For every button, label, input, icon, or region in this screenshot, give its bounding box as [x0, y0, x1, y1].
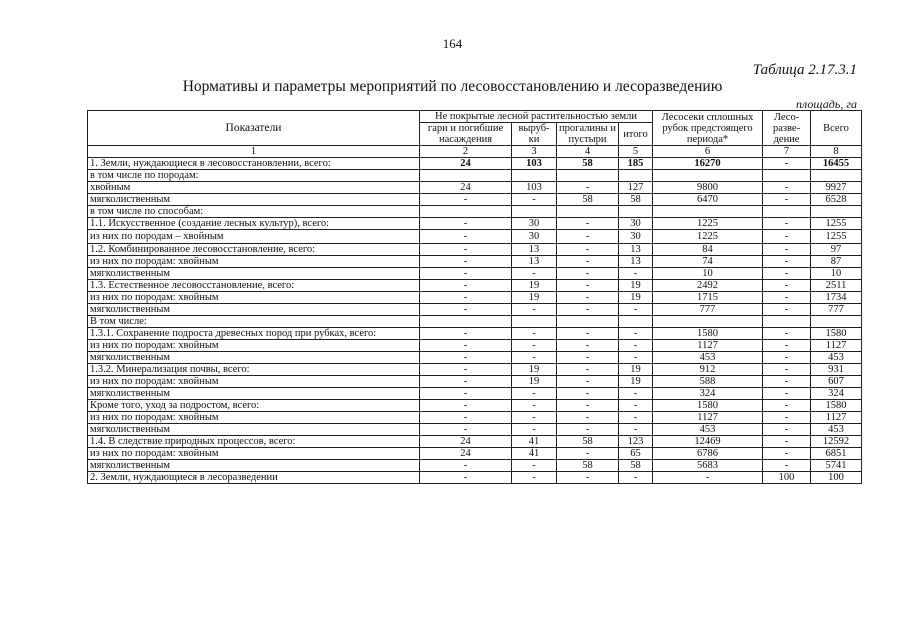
- cell-value: 6786: [653, 448, 763, 460]
- cell-value: 19: [512, 280, 557, 292]
- cell-value: [811, 170, 862, 182]
- cell-value: -: [557, 218, 619, 230]
- row-label: мягколиственным: [88, 304, 420, 316]
- cell-value: -: [763, 304, 811, 316]
- cell-value: 1127: [653, 340, 763, 352]
- row-label: из них по породам: хвойным: [88, 292, 420, 304]
- cell-value: 9800: [653, 182, 763, 194]
- cell-value: 123: [619, 436, 653, 448]
- cell-value: -: [763, 424, 811, 436]
- cell-value: -: [420, 304, 512, 316]
- cell-value: -: [557, 328, 619, 340]
- row-label: из них по породам: хвойным: [88, 412, 420, 424]
- cell-value: -: [420, 230, 512, 244]
- cell-value: 1127: [653, 412, 763, 424]
- header-total: Всего: [811, 111, 862, 146]
- cell-value: 324: [653, 388, 763, 400]
- table-row: [88, 460, 862, 472]
- cell-value: -: [763, 182, 811, 194]
- cell-value: -: [763, 412, 811, 424]
- cell-value: -: [763, 268, 811, 280]
- cell-value: -: [512, 424, 557, 436]
- table-row: [88, 218, 862, 230]
- cell-value: 13: [619, 256, 653, 268]
- row-label: 1.3.2. Минерализация почвы, всего:: [88, 364, 420, 376]
- cell-value: 6470: [653, 194, 763, 206]
- cell-value: -: [512, 472, 557, 484]
- cell-value: [811, 206, 862, 218]
- cell-value: 1225: [653, 230, 763, 244]
- row-label: из них по породам: хвойным: [88, 256, 420, 268]
- cell-value: -: [763, 352, 811, 364]
- table-row: [88, 304, 862, 316]
- unit-label: площадь, га: [796, 97, 857, 111]
- cell-value: -: [557, 376, 619, 388]
- cell-value: 84: [653, 244, 763, 256]
- cell-value: [619, 206, 653, 218]
- cell-value: [512, 170, 557, 182]
- cell-value: -: [619, 352, 653, 364]
- cell-value: [811, 316, 862, 328]
- header-clearcut: Лесосеки сплошных рубок предстоящего периода*: [653, 111, 763, 146]
- row-label: 2. Земли, нуждающиеся в лесоразведении: [88, 472, 420, 484]
- cell-value: -: [557, 340, 619, 352]
- cell-value: -: [557, 400, 619, 412]
- cell-value: -: [763, 218, 811, 230]
- cell-value: -: [420, 376, 512, 388]
- cell-value: 19: [619, 280, 653, 292]
- table-body: [88, 158, 862, 484]
- table-row: [88, 364, 862, 376]
- header-indicators: Показатели: [88, 111, 420, 146]
- cell-value: -: [557, 364, 619, 376]
- cell-value: -: [420, 352, 512, 364]
- cell-value: -: [420, 328, 512, 340]
- row-label: Кроме того, уход за подростом, всего:: [88, 400, 420, 412]
- cell-value: 1225: [653, 218, 763, 230]
- cell-value: -: [420, 412, 512, 424]
- cell-value: -: [763, 340, 811, 352]
- cell-value: -: [420, 400, 512, 412]
- cell-value: -: [420, 244, 512, 256]
- column-number: 6: [653, 146, 763, 158]
- row-label: мягколиственным: [88, 460, 420, 472]
- column-number: 8: [811, 146, 862, 158]
- header-total-sub: итого: [619, 123, 653, 146]
- cell-value: 324: [811, 388, 862, 400]
- cell-value: -: [763, 436, 811, 448]
- header-not-covered: Не покрытые лесной растительностью земли: [420, 111, 653, 123]
- cell-value: 12469: [653, 436, 763, 448]
- row-label: 1.3. Естественное лесовосстановление, всего:: [88, 280, 420, 292]
- cell-value: 74: [653, 256, 763, 268]
- norms-table: [87, 110, 862, 484]
- cell-value: 19: [512, 376, 557, 388]
- cell-value: [420, 316, 512, 328]
- row-label: мягколиственным: [88, 194, 420, 206]
- cell-value: 5683: [653, 460, 763, 472]
- cell-value: -: [619, 304, 653, 316]
- cell-value: -: [619, 340, 653, 352]
- cell-value: -: [557, 388, 619, 400]
- cell-value: [619, 316, 653, 328]
- cell-value: -: [420, 256, 512, 268]
- page-number: 164: [442, 36, 463, 51]
- cell-value: [653, 170, 763, 182]
- cell-value: 607: [811, 376, 862, 388]
- cell-value: -: [420, 472, 512, 484]
- cell-value: 103: [512, 158, 557, 170]
- cell-value: -: [512, 340, 557, 352]
- table-row: [88, 256, 862, 268]
- cell-value: [557, 170, 619, 182]
- row-label: мягколиственным: [88, 352, 420, 364]
- cell-value: -: [619, 472, 653, 484]
- cell-value: 453: [653, 424, 763, 436]
- cell-value: -: [557, 230, 619, 244]
- cell-value: 30: [512, 230, 557, 244]
- header-cutting: выруб-ки: [512, 123, 557, 146]
- cell-value: [512, 316, 557, 328]
- cell-value: -: [763, 328, 811, 340]
- cell-value: -: [557, 412, 619, 424]
- table-row: [88, 158, 862, 170]
- row-label: из них по породам: хвойным: [88, 340, 420, 352]
- row-label: 1. Земли, нуждающиеся в лесовосстановлении, всего:: [88, 158, 420, 170]
- cell-value: 16455: [811, 158, 862, 170]
- cell-value: 58: [557, 436, 619, 448]
- cell-value: 19: [619, 364, 653, 376]
- cell-value: [763, 170, 811, 182]
- cell-value: 19: [512, 292, 557, 304]
- cell-value: -: [763, 158, 811, 170]
- cell-value: 1580: [811, 328, 862, 340]
- cell-value: 912: [653, 364, 763, 376]
- cell-value: 185: [619, 158, 653, 170]
- header-afforestation: Лесо-разве-дение: [763, 111, 811, 146]
- row-label: мягколиственным: [88, 268, 420, 280]
- cell-value: 1580: [653, 400, 763, 412]
- cell-value: -: [557, 424, 619, 436]
- column-number: 1: [88, 146, 420, 158]
- cell-value: 19: [512, 364, 557, 376]
- cell-value: 127: [619, 182, 653, 194]
- cell-value: [619, 170, 653, 182]
- row-label: хвойным: [88, 182, 420, 194]
- cell-value: 6528: [811, 194, 862, 206]
- table-row: [88, 292, 862, 304]
- cell-value: 777: [653, 304, 763, 316]
- row-label: в том числе по породам:: [88, 170, 420, 182]
- cell-value: 13: [512, 244, 557, 256]
- row-label: мягколиственным: [88, 388, 420, 400]
- cell-value: -: [557, 244, 619, 256]
- table-row: [88, 206, 862, 218]
- table-row: [88, 340, 862, 352]
- cell-value: -: [420, 424, 512, 436]
- row-label: в том числе по способам:: [88, 206, 420, 218]
- cell-value: -: [420, 460, 512, 472]
- cell-value: 6851: [811, 448, 862, 460]
- header-burned: гари и погибшие насаждения: [420, 123, 512, 146]
- cell-value: -: [557, 280, 619, 292]
- cell-value: -: [557, 304, 619, 316]
- cell-value: [557, 206, 619, 218]
- table-row: [88, 424, 862, 436]
- cell-value: 41: [512, 448, 557, 460]
- cell-value: -: [557, 352, 619, 364]
- cell-value: 58: [557, 460, 619, 472]
- table-label: Таблица 2.17.3.1: [752, 62, 857, 78]
- cell-value: -: [557, 292, 619, 304]
- cell-value: -: [619, 424, 653, 436]
- cell-value: 1734: [811, 292, 862, 304]
- document-title: Нормативы и параметры мероприятий по лесовосстановлению и лесоразведению: [182, 78, 723, 95]
- table-row: [88, 412, 862, 424]
- table-row: [88, 194, 862, 206]
- table-row: [88, 230, 862, 244]
- table-row: [88, 328, 862, 340]
- cell-value: 777: [811, 304, 862, 316]
- cell-value: -: [420, 292, 512, 304]
- cell-value: -: [653, 472, 763, 484]
- row-label: из них по породам: хвойным: [88, 376, 420, 388]
- cell-value: 58: [619, 194, 653, 206]
- cell-value: 931: [811, 364, 862, 376]
- row-label: из них по породам: хвойным: [88, 448, 420, 460]
- cell-value: -: [619, 388, 653, 400]
- cell-value: -: [763, 448, 811, 460]
- cell-value: 10: [811, 268, 862, 280]
- row-label: В том числе:: [88, 316, 420, 328]
- row-label: из них по породам – хвойным: [88, 230, 420, 244]
- cell-value: -: [420, 340, 512, 352]
- cell-value: [763, 206, 811, 218]
- cell-value: -: [420, 218, 512, 230]
- cell-value: 588: [653, 376, 763, 388]
- column-number: 5: [619, 146, 653, 158]
- cell-value: 87: [811, 256, 862, 268]
- cell-value: -: [763, 364, 811, 376]
- cell-value: -: [619, 328, 653, 340]
- cell-value: 453: [653, 352, 763, 364]
- cell-value: 16270: [653, 158, 763, 170]
- cell-value: -: [557, 256, 619, 268]
- cell-value: 1255: [811, 230, 862, 244]
- table-row: [88, 182, 862, 194]
- column-number: 2: [420, 146, 512, 158]
- table-row: [88, 400, 862, 412]
- cell-value: -: [512, 304, 557, 316]
- cell-value: 1127: [811, 340, 862, 352]
- table-row: [88, 268, 862, 280]
- cell-value: -: [512, 268, 557, 280]
- table-row: [88, 316, 862, 328]
- row-label: 1.3.1. Сохранение подроста древесных пород при рубках, всего:: [88, 328, 420, 340]
- cell-value: -: [557, 448, 619, 460]
- cell-value: 103: [512, 182, 557, 194]
- cell-value: -: [763, 292, 811, 304]
- table-row: [88, 472, 862, 484]
- cell-value: -: [763, 376, 811, 388]
- table-row: [88, 448, 862, 460]
- cell-value: 24: [420, 436, 512, 448]
- cell-value: -: [512, 460, 557, 472]
- row-label: 1.1. Искусственное (создание лесных культур), всего:: [88, 218, 420, 230]
- cell-value: 65: [619, 448, 653, 460]
- cell-value: 41: [512, 436, 557, 448]
- table-row: [88, 280, 862, 292]
- cell-value: 10: [653, 268, 763, 280]
- cell-value: -: [763, 244, 811, 256]
- cell-value: 30: [512, 218, 557, 230]
- cell-value: [653, 206, 763, 218]
- cell-value: 9927: [811, 182, 862, 194]
- cell-value: 1715: [653, 292, 763, 304]
- cell-value: -: [420, 268, 512, 280]
- cell-value: -: [763, 400, 811, 412]
- table-row: [88, 436, 862, 448]
- cell-value: -: [557, 268, 619, 280]
- cell-value: -: [619, 400, 653, 412]
- cell-value: 2511: [811, 280, 862, 292]
- cell-value: 13: [512, 256, 557, 268]
- table-row: [88, 170, 862, 182]
- cell-value: 453: [811, 424, 862, 436]
- cell-value: -: [512, 352, 557, 364]
- cell-value: 13: [619, 244, 653, 256]
- cell-value: 19: [619, 376, 653, 388]
- cell-value: -: [420, 388, 512, 400]
- cell-value: 100: [811, 472, 862, 484]
- cell-value: [557, 316, 619, 328]
- cell-value: 97: [811, 244, 862, 256]
- cell-value: -: [619, 268, 653, 280]
- cell-value: 30: [619, 218, 653, 230]
- row-label: 1.2. Комбинированное лесовосстановление, всего:: [88, 244, 420, 256]
- cell-value: -: [763, 230, 811, 244]
- cell-value: 30: [619, 230, 653, 244]
- cell-value: 58: [557, 158, 619, 170]
- row-label: 1.4. В следствие природных процессов, всего:: [88, 436, 420, 448]
- cell-value: -: [512, 412, 557, 424]
- cell-value: -: [512, 194, 557, 206]
- cell-value: 2492: [653, 280, 763, 292]
- table-row: [88, 352, 862, 364]
- cell-value: -: [763, 388, 811, 400]
- cell-value: -: [420, 194, 512, 206]
- cell-value: -: [420, 364, 512, 376]
- cell-value: 19: [619, 292, 653, 304]
- cell-value: -: [763, 460, 811, 472]
- table-row: [88, 388, 862, 400]
- table-row: [88, 244, 862, 256]
- cell-value: [763, 316, 811, 328]
- cell-value: 1580: [811, 400, 862, 412]
- cell-value: -: [512, 388, 557, 400]
- cell-value: 1580: [653, 328, 763, 340]
- cell-value: [420, 170, 512, 182]
- row-label: мягколиственным: [88, 424, 420, 436]
- cell-value: -: [763, 256, 811, 268]
- cell-value: -: [420, 280, 512, 292]
- header-glades: прогалины и пустыри: [557, 123, 619, 146]
- cell-value: -: [619, 412, 653, 424]
- cell-value: -: [557, 182, 619, 194]
- cell-value: 58: [619, 460, 653, 472]
- cell-value: -: [512, 400, 557, 412]
- cell-value: 24: [420, 448, 512, 460]
- cell-value: -: [512, 328, 557, 340]
- cell-value: -: [763, 280, 811, 292]
- column-number: 3: [512, 146, 557, 158]
- column-number: 7: [763, 146, 811, 158]
- cell-value: 5741: [811, 460, 862, 472]
- column-number: 4: [557, 146, 619, 158]
- cell-value: 100: [763, 472, 811, 484]
- cell-value: 453: [811, 352, 862, 364]
- column-number-row: [88, 146, 862, 158]
- cell-value: [653, 316, 763, 328]
- cell-value: [512, 206, 557, 218]
- cell-value: 1255: [811, 218, 862, 230]
- cell-value: -: [557, 472, 619, 484]
- cell-value: 1127: [811, 412, 862, 424]
- cell-value: 24: [420, 182, 512, 194]
- cell-value: [420, 206, 512, 218]
- cell-value: 12592: [811, 436, 862, 448]
- table-row: [88, 376, 862, 388]
- cell-value: -: [763, 194, 811, 206]
- cell-value: 24: [420, 158, 512, 170]
- cell-value: 58: [557, 194, 619, 206]
